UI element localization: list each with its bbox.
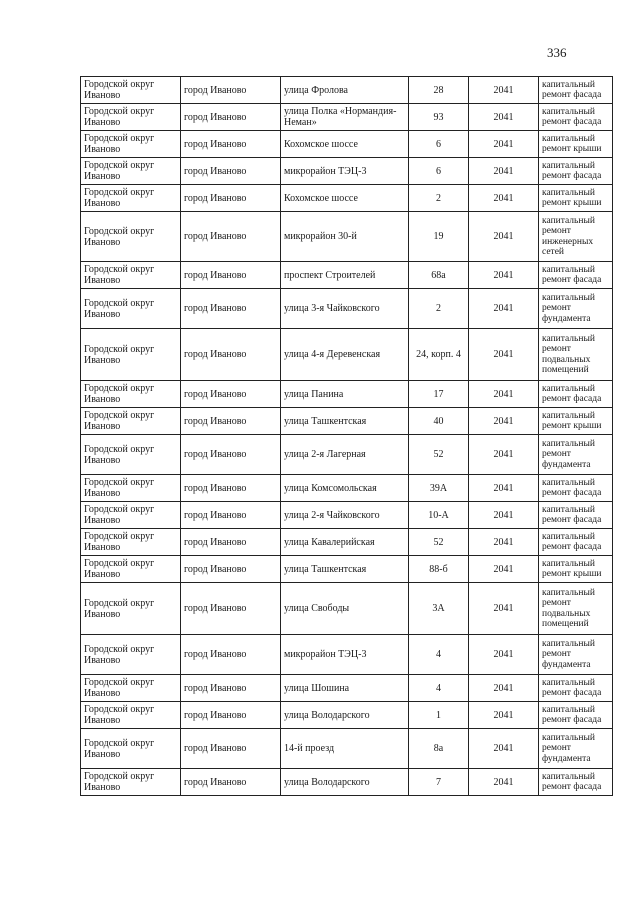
settlement-cell: город Иваново: [181, 635, 281, 675]
settlement-cell: город Иваново: [181, 729, 281, 769]
work-type-cell: капитальный ремонт подвальных помещений: [539, 329, 613, 381]
table-row: [81, 212, 613, 262]
street-cell: улица Шошина: [281, 675, 409, 702]
municipality-cell: Городской округ Иваново: [81, 158, 181, 185]
year-cell: 2041: [469, 583, 539, 635]
settlement-cell: город Иваново: [181, 131, 281, 158]
work-type-cell: капитальный ремонт фундамента: [539, 289, 613, 329]
municipality-cell: Городской округ Иваново: [81, 104, 181, 131]
table-row: [81, 408, 613, 435]
house-number-cell: 52: [409, 435, 469, 475]
year-cell: 2041: [469, 131, 539, 158]
street-cell: улица Ташкентская: [281, 556, 409, 583]
street-cell: улица Фролова: [281, 77, 409, 104]
house-number-cell: 1: [409, 702, 469, 729]
street-cell: проспект Строителей: [281, 262, 409, 289]
work-type-cell: капитальный ремонт крыши: [539, 131, 613, 158]
municipality-cell: Городской округ Иваново: [81, 185, 181, 212]
municipality-cell: Городской округ Иваново: [81, 556, 181, 583]
settlement-cell: город Иваново: [181, 502, 281, 529]
municipality-cell: Городской округ Иваново: [81, 583, 181, 635]
work-type-cell: капитальный ремонт крыши: [539, 185, 613, 212]
year-cell: 2041: [469, 675, 539, 702]
year-cell: 2041: [469, 435, 539, 475]
settlement-cell: город Иваново: [181, 583, 281, 635]
settlement-cell: город Иваново: [181, 769, 281, 796]
house-number-cell: 19: [409, 212, 469, 262]
house-number-cell: 88-б: [409, 556, 469, 583]
work-type-cell: капитальный ремонт фасада: [539, 158, 613, 185]
settlement-cell: город Иваново: [181, 675, 281, 702]
municipality-cell: Городской округ Иваново: [81, 702, 181, 729]
house-number-cell: 68а: [409, 262, 469, 289]
year-cell: 2041: [469, 475, 539, 502]
settlement-cell: город Иваново: [181, 435, 281, 475]
work-type-cell: капитальный ремонт фасада: [539, 702, 613, 729]
work-type-cell: капитальный ремонт фундамента: [539, 635, 613, 675]
work-type-cell: капитальный ремонт подвальных помещений: [539, 583, 613, 635]
work-type-cell: капитальный ремонт фасада: [539, 262, 613, 289]
house-number-cell: 2: [409, 185, 469, 212]
street-cell: улица Кавалерийская: [281, 529, 409, 556]
settlement-cell: город Иваново: [181, 381, 281, 408]
street-cell: улица 3-я Чайковского: [281, 289, 409, 329]
table-row: [81, 769, 613, 796]
year-cell: 2041: [469, 381, 539, 408]
work-type-cell: капитальный ремонт фасада: [539, 769, 613, 796]
settlement-cell: город Иваново: [181, 529, 281, 556]
municipality-cell: Городской округ Иваново: [81, 475, 181, 502]
house-number-cell: 6: [409, 158, 469, 185]
street-cell: микрорайон ТЭЦ-3: [281, 158, 409, 185]
street-cell: улица Полка «Нормандия-Неман»: [281, 104, 409, 131]
table-row: [81, 104, 613, 131]
house-number-cell: 6: [409, 131, 469, 158]
table-row: [81, 329, 613, 381]
house-number-cell: 28: [409, 77, 469, 104]
settlement-cell: город Иваново: [181, 158, 281, 185]
table-row: [81, 289, 613, 329]
year-cell: 2041: [469, 769, 539, 796]
table-row: [81, 635, 613, 675]
table-body: [81, 77, 613, 796]
settlement-cell: город Иваново: [181, 185, 281, 212]
street-cell: улица 2-я Чайковского: [281, 502, 409, 529]
settlement-cell: город Иваново: [181, 408, 281, 435]
street-cell: улица Володарского: [281, 769, 409, 796]
table-row: [81, 675, 613, 702]
municipality-cell: Городской округ Иваново: [81, 131, 181, 158]
municipality-cell: Городской округ Иваново: [81, 675, 181, 702]
street-cell: улица 2-я Лагерная: [281, 435, 409, 475]
municipality-cell: Городской округ Иваново: [81, 729, 181, 769]
work-type-cell: капитальный ремонт инженерных сетей: [539, 212, 613, 262]
settlement-cell: город Иваново: [181, 702, 281, 729]
municipality-cell: Городской округ Иваново: [81, 381, 181, 408]
year-cell: 2041: [469, 104, 539, 131]
table-row: [81, 158, 613, 185]
table-row: [81, 529, 613, 556]
house-number-cell: 40: [409, 408, 469, 435]
year-cell: 2041: [469, 289, 539, 329]
house-number-cell: 7: [409, 769, 469, 796]
house-number-cell: 4: [409, 635, 469, 675]
street-cell: микрорайон 30-й: [281, 212, 409, 262]
street-cell: улица Ташкентская: [281, 408, 409, 435]
settlement-cell: город Иваново: [181, 329, 281, 381]
municipality-cell: Городской округ Иваново: [81, 77, 181, 104]
municipality-cell: Городской округ Иваново: [81, 289, 181, 329]
page-number: 336: [547, 45, 567, 60]
year-cell: 2041: [469, 729, 539, 769]
work-type-cell: капитальный ремонт крыши: [539, 408, 613, 435]
municipality-cell: Городской округ Иваново: [81, 408, 181, 435]
year-cell: 2041: [469, 158, 539, 185]
table-row: [81, 702, 613, 729]
street-cell: Кохомское шоссе: [281, 131, 409, 158]
house-number-cell: 52: [409, 529, 469, 556]
house-number-cell: 8а: [409, 729, 469, 769]
table-row: [81, 583, 613, 635]
year-cell: 2041: [469, 329, 539, 381]
table-row: [81, 131, 613, 158]
house-number-cell: 93: [409, 104, 469, 131]
table-row: [81, 502, 613, 529]
table-row: [81, 475, 613, 502]
work-type-cell: капитальный ремонт фасада: [539, 104, 613, 131]
street-cell: микрорайон ТЭЦ-3: [281, 635, 409, 675]
work-type-cell: капитальный ремонт фасада: [539, 381, 613, 408]
year-cell: 2041: [469, 77, 539, 104]
year-cell: 2041: [469, 702, 539, 729]
table-row: [81, 185, 613, 212]
work-type-cell: капитальный ремонт фундамента: [539, 729, 613, 769]
settlement-cell: город Иваново: [181, 556, 281, 583]
municipality-cell: Городской округ Иваново: [81, 262, 181, 289]
settlement-cell: город Иваново: [181, 289, 281, 329]
year-cell: 2041: [469, 502, 539, 529]
house-number-cell: 2: [409, 289, 469, 329]
work-type-cell: капитальный ремонт фундамента: [539, 435, 613, 475]
street-cell: улица Володарского: [281, 702, 409, 729]
work-type-cell: капитальный ремонт крыши: [539, 556, 613, 583]
municipality-cell: Городской округ Иваново: [81, 769, 181, 796]
work-type-cell: капитальный ремонт фасада: [539, 475, 613, 502]
table-row: [81, 381, 613, 408]
table-row: [81, 556, 613, 583]
municipality-cell: Городской округ Иваново: [81, 329, 181, 381]
street-cell: улица Панина: [281, 381, 409, 408]
settlement-cell: город Иваново: [181, 104, 281, 131]
work-type-cell: капитальный ремонт фасада: [539, 77, 613, 104]
year-cell: 2041: [469, 185, 539, 212]
year-cell: 2041: [469, 408, 539, 435]
street-cell: улица Комсомольская: [281, 475, 409, 502]
municipality-cell: Городской округ Иваново: [81, 212, 181, 262]
buildings-repair-table: [80, 76, 613, 796]
work-type-cell: капитальный ремонт фасада: [539, 529, 613, 556]
table-row: [81, 435, 613, 475]
settlement-cell: город Иваново: [181, 475, 281, 502]
house-number-cell: 39А: [409, 475, 469, 502]
street-cell: улица Свободы: [281, 583, 409, 635]
table-row: [81, 262, 613, 289]
municipality-cell: Городской округ Иваново: [81, 635, 181, 675]
street-cell: 14-й проезд: [281, 729, 409, 769]
house-number-cell: 4: [409, 675, 469, 702]
house-number-cell: 10-А: [409, 502, 469, 529]
street-cell: Кохомское шоссе: [281, 185, 409, 212]
municipality-cell: Городской округ Иваново: [81, 435, 181, 475]
table-row: [81, 77, 613, 104]
house-number-cell: 3А: [409, 583, 469, 635]
municipality-cell: Городской округ Иваново: [81, 529, 181, 556]
year-cell: 2041: [469, 635, 539, 675]
house-number-cell: 24, корп. 4: [409, 329, 469, 381]
year-cell: 2041: [469, 556, 539, 583]
settlement-cell: город Иваново: [181, 77, 281, 104]
year-cell: 2041: [469, 262, 539, 289]
house-number-cell: 17: [409, 381, 469, 408]
year-cell: 2041: [469, 529, 539, 556]
year-cell: 2041: [469, 212, 539, 262]
settlement-cell: город Иваново: [181, 212, 281, 262]
street-cell: улица 4-я Деревенская: [281, 329, 409, 381]
work-type-cell: капитальный ремонт фасада: [539, 675, 613, 702]
municipality-cell: Городской округ Иваново: [81, 502, 181, 529]
settlement-cell: город Иваново: [181, 262, 281, 289]
table-row: [81, 729, 613, 769]
work-type-cell: капитальный ремонт фасада: [539, 502, 613, 529]
